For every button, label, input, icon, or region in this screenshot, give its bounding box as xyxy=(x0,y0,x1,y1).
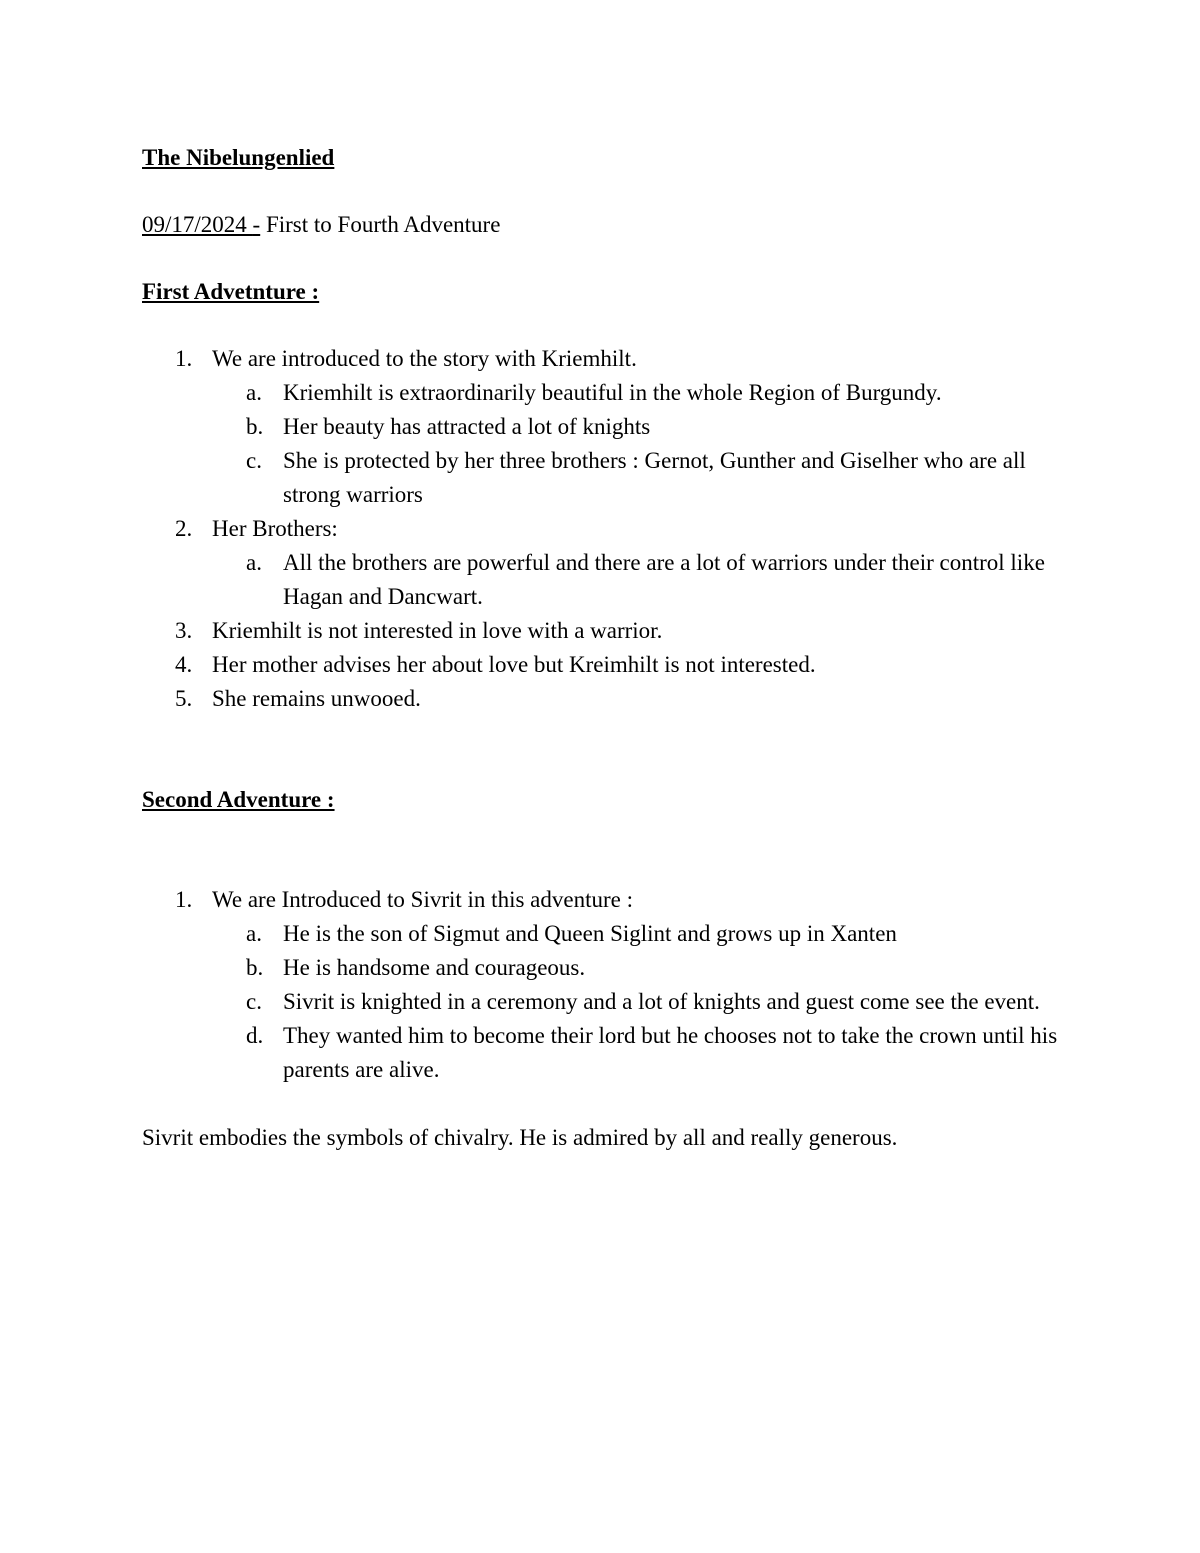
sub-list-item xyxy=(212,546,1072,614)
closing-paragraph: Sivrit embodies the symbols of chivalry. He is admired by all and really generous. xyxy=(142,1125,898,1150)
list-marker: 2. xyxy=(175,516,193,541)
sub-list-item-text: Her beauty has attracted a lot of knights xyxy=(283,414,651,439)
sub-list-item xyxy=(212,444,1072,512)
date-separator: - xyxy=(252,212,261,237)
sub-list-item-text: He is handsome and courageous. xyxy=(283,955,586,980)
list-marker: 5. xyxy=(175,686,193,711)
second-adventure-list xyxy=(142,883,1072,1087)
sub-list xyxy=(212,376,1072,512)
sub-list-item xyxy=(212,917,1072,951)
sub-list-item xyxy=(212,410,1072,444)
sub-list-marker: a. xyxy=(246,550,262,575)
date-line xyxy=(142,208,1072,242)
spacer xyxy=(142,716,1072,783)
sub-list-item-text: Kriemhilt is extraordinarily beautiful in the whole Region of Burgundy. xyxy=(283,380,942,405)
list-item-text: She remains unwooed. xyxy=(212,686,421,711)
list-marker: 3. xyxy=(175,618,193,643)
list-item xyxy=(142,342,1072,512)
sub-list-marker: c. xyxy=(246,989,262,1014)
date: 09/17/2024 xyxy=(142,212,253,237)
sub-list-marker: a. xyxy=(246,380,262,405)
list-item xyxy=(142,682,1072,716)
list-item-text: Her mother advises her about love but Kreimhilt is not interested. xyxy=(212,652,816,677)
sub-list-item-text: He is the son of Sigmut and Queen Siglint and grows up in Xanten xyxy=(283,921,897,946)
list-item xyxy=(142,648,1072,682)
list-marker: 1. xyxy=(175,346,193,371)
sub-list-item-text: She is protected by her three brothers : Gernot, Gunther and Giselher who are all strong warriors xyxy=(283,448,1026,507)
document-body xyxy=(142,141,1072,1155)
list-item xyxy=(142,614,1072,648)
list-item-text: We are Introduced to Sivrit in this adventure : xyxy=(212,887,633,912)
date-line-text: First to Fourth Adventure xyxy=(260,212,501,237)
first-adventure-heading: First Advetnture : xyxy=(142,279,320,304)
list-item-text: We are introduced to the story with Kriemhilt. xyxy=(212,346,637,371)
sub-list xyxy=(212,546,1072,614)
list-marker: 1. xyxy=(175,887,193,912)
sub-list-marker: d. xyxy=(246,1023,264,1048)
list-item xyxy=(142,883,1072,1087)
sub-list-marker: b. xyxy=(246,414,264,439)
list-item xyxy=(142,512,1072,614)
first-adventure-list xyxy=(142,342,1072,716)
sub-list-marker: a. xyxy=(246,921,262,946)
sub-list-item xyxy=(212,376,1072,410)
list-item-text: Kriemhilt is not interested in love with a warrior. xyxy=(212,618,663,643)
sub-list-item-text: Sivrit is knighted in a ceremony and a lot of knights and guest come see the event. xyxy=(283,989,1040,1014)
list-item-text: Her Brothers: xyxy=(212,516,338,541)
sub-list xyxy=(212,917,1072,1087)
second-adventure-heading: Second Adventure : xyxy=(142,787,335,812)
sub-list-marker: c. xyxy=(246,448,262,473)
spacer xyxy=(142,850,1072,883)
sub-list-item-text: All the brothers are powerful and there are a lot of warriors under their control like Hagan and Dancwart. xyxy=(283,550,1045,609)
sub-list-item-text: They wanted him to become their lord but he chooses not to take the crown until his parents are alive. xyxy=(283,1023,1058,1082)
sub-list-marker: b. xyxy=(246,955,264,980)
sub-list-item xyxy=(212,985,1072,1019)
sub-list-item xyxy=(212,1019,1072,1087)
sub-list-item xyxy=(212,951,1072,985)
document-title: The Nibelungenlied xyxy=(142,145,335,170)
list-marker: 4. xyxy=(175,652,193,677)
